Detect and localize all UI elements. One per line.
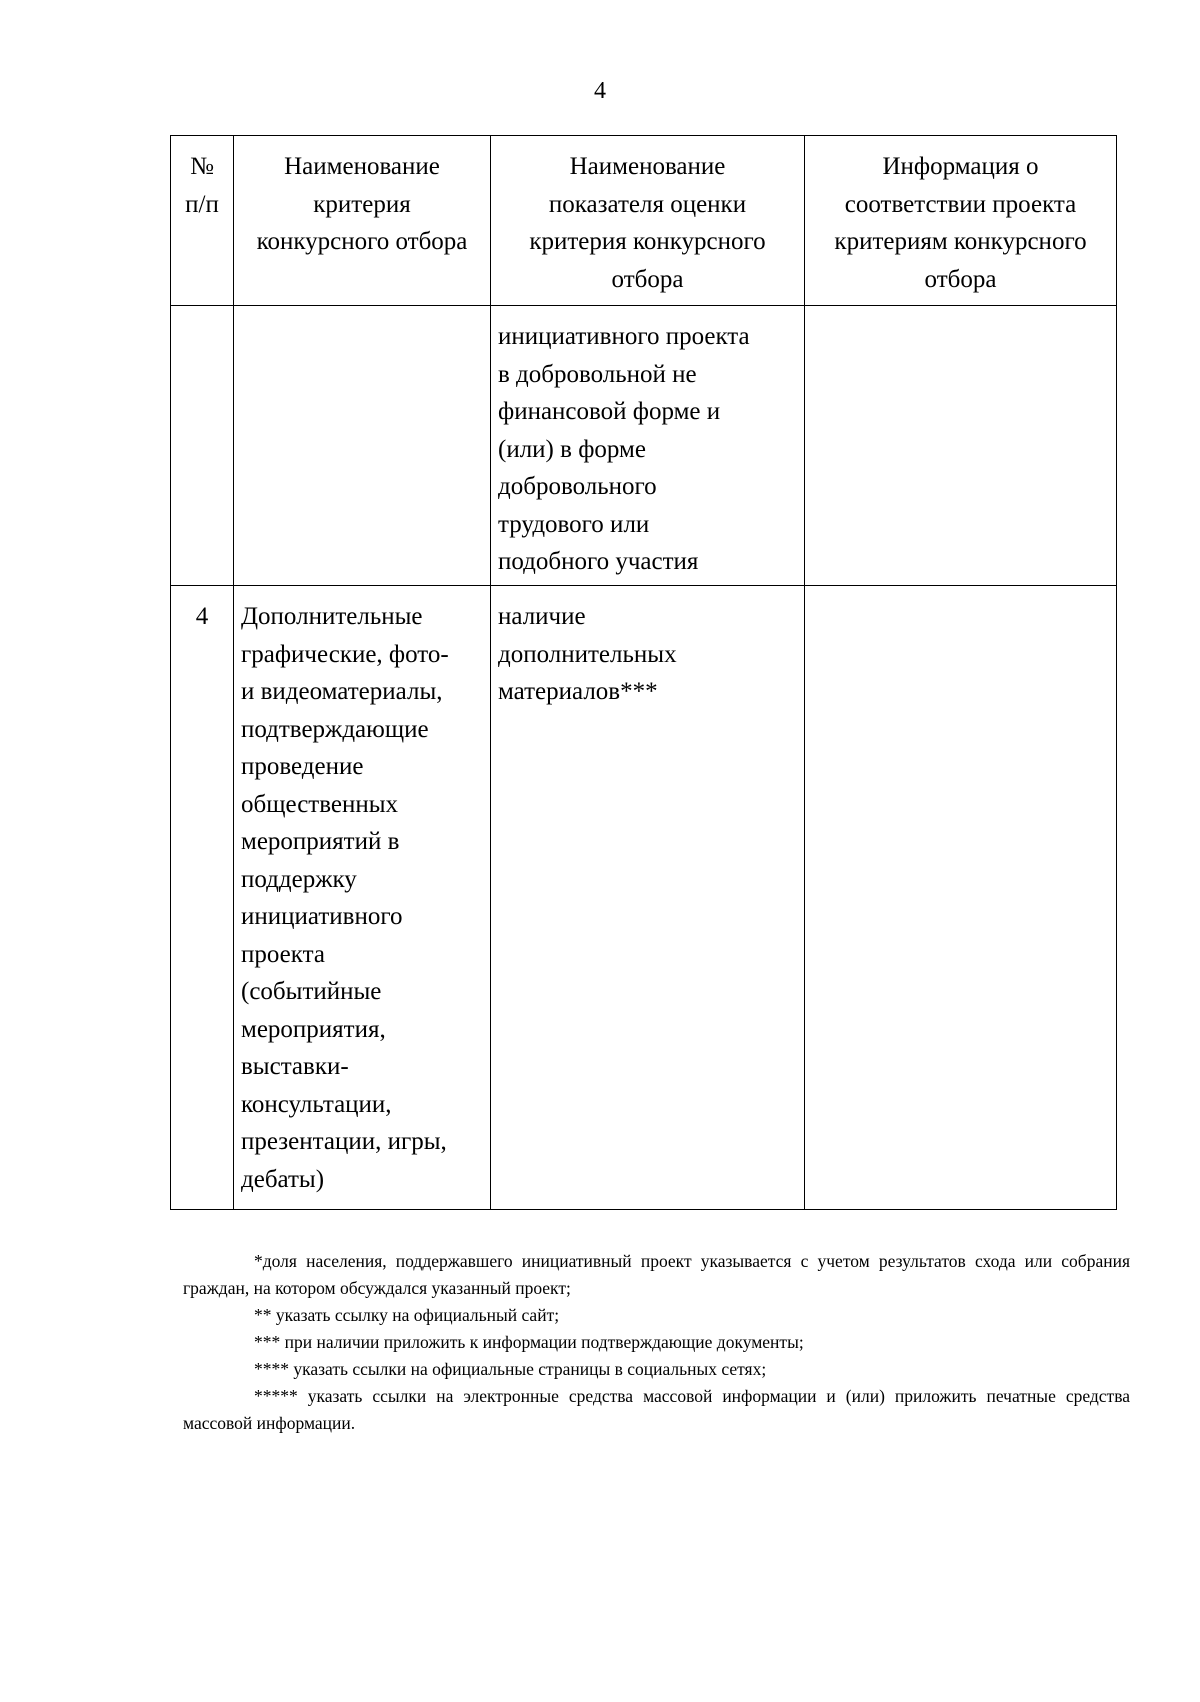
footnote: ** указать ссылку на официальный сайт; bbox=[254, 1305, 560, 1325]
header-number: № п/п bbox=[171, 136, 234, 306]
footnote: *** при наличии приложить к информации подтверждающие документы; bbox=[254, 1332, 804, 1352]
cell-number: 4 bbox=[171, 586, 234, 1210]
cell-indicator: наличие дополнительных материалов*** bbox=[491, 586, 805, 1210]
header-criterion: Наименование критерия конкурсного отбора bbox=[234, 136, 491, 306]
cell-criterion: Дополнительные графические, фото- и видеоматериалы, подтверждающие проведение общественных мероприятий в поддержку инициативного проекта (событийные мероприятия, выставки- консультации, презентации, игры, дебаты) bbox=[234, 586, 491, 1210]
table-row bbox=[171, 586, 1117, 1210]
footnote: *доля населения, поддержавшего инициативный проект указывается с учетом результатов схода или собрания граждан, на котором обсуждался указанный проект; bbox=[183, 1251, 1130, 1298]
cell-number bbox=[171, 306, 234, 586]
cell-criterion bbox=[234, 306, 491, 586]
table-header-row bbox=[171, 136, 1117, 306]
footnote: **** указать ссылки на официальные страницы в социальных сетях; bbox=[254, 1359, 767, 1379]
table-row bbox=[171, 306, 1117, 586]
footnote: ***** указать ссылки на электронные средства массовой информации и (или) приложить печатные средства массовой информации. bbox=[183, 1386, 1130, 1433]
header-info: Информация о соответствии проекта критериям конкурсного отбора bbox=[805, 136, 1117, 306]
cell-info bbox=[805, 586, 1117, 1210]
cell-indicator: инициативного проекта в добровольной не финансовой форме и (или) в форме добровольного трудового или подобного участия bbox=[491, 306, 805, 586]
page-number: 4 bbox=[594, 78, 606, 104]
header-indicator: Наименование показателя оценки критерия конкурсного отбора bbox=[491, 136, 805, 306]
footnotes bbox=[183, 1248, 1130, 1437]
cell-info bbox=[805, 306, 1117, 586]
criteria-table bbox=[170, 135, 1117, 1210]
